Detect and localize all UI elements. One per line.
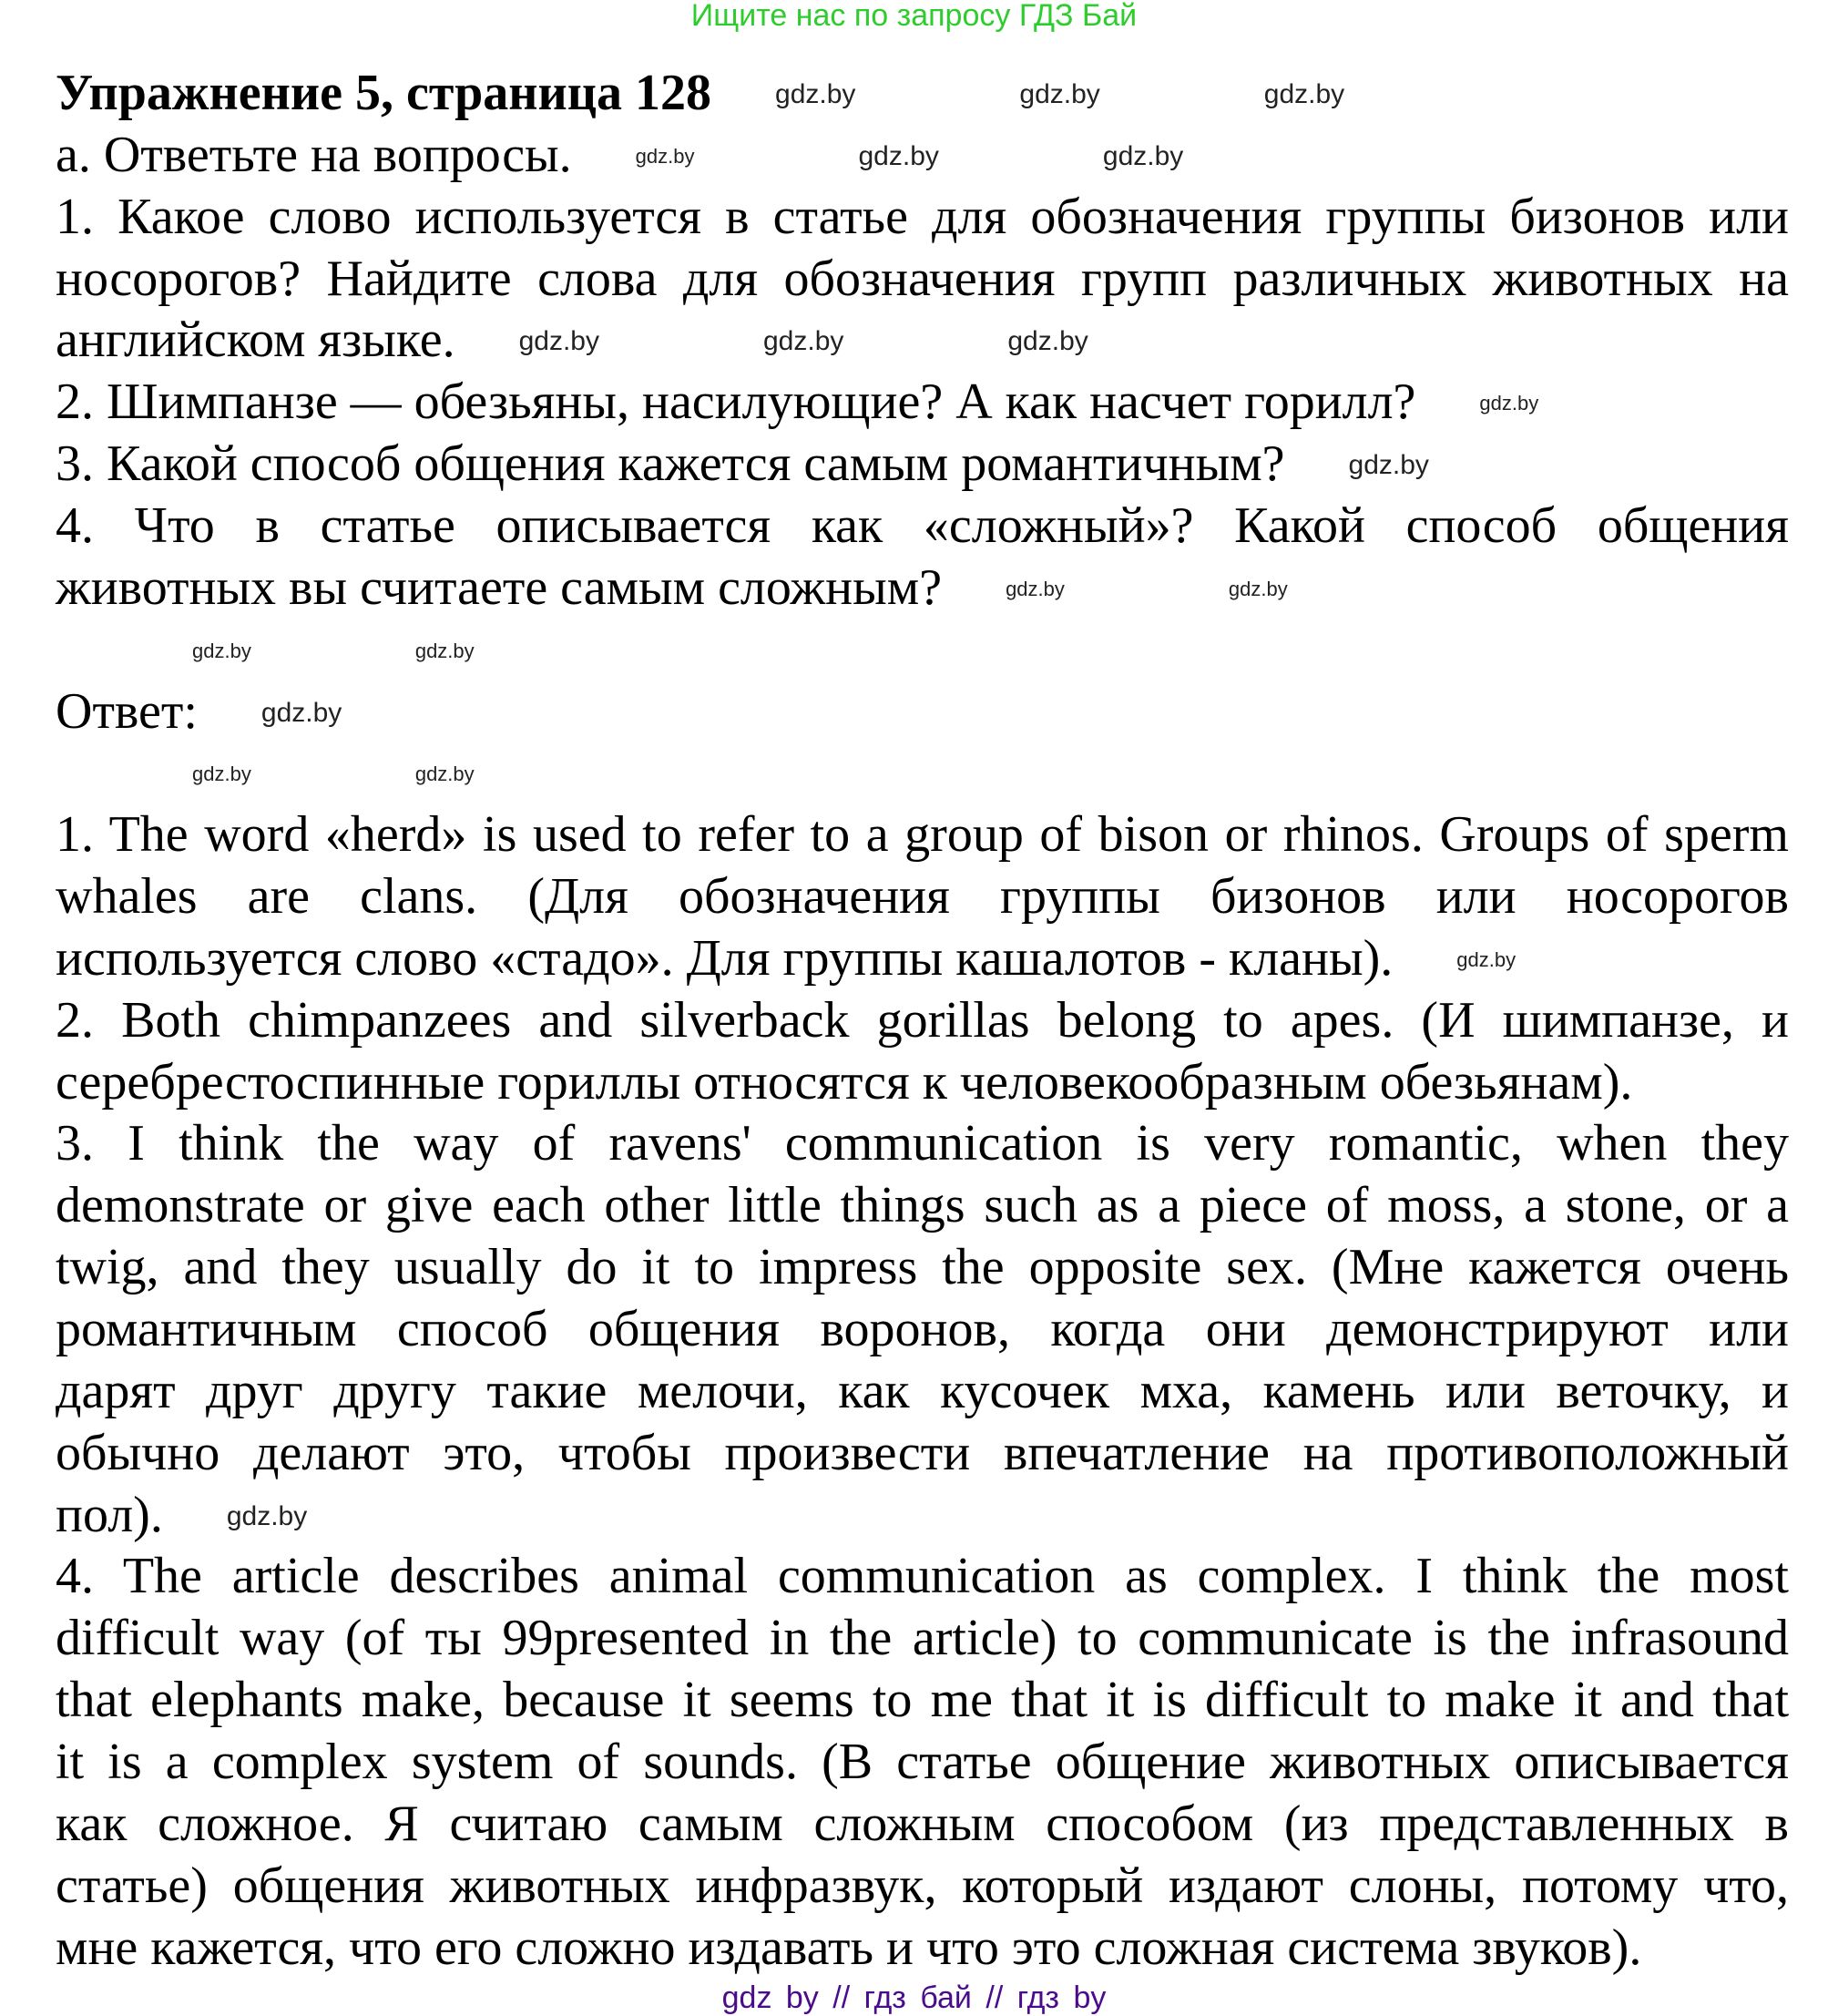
text-line: обычно делают это, чтобы произвести впечатление на противоположный: [56, 1424, 1789, 1481]
watermark: gdz.by: [762, 326, 844, 357]
text-line: а. Ответьте на вопросы.: [56, 126, 572, 183]
text-line: demonstrate or give each other little things such as a piece of moss, a stone, or a: [56, 1177, 1789, 1234]
watermark: gdz.by: [518, 326, 599, 357]
text-line: 3. I think the way of ravens' communication is very romantic, when they: [56, 1115, 1789, 1172]
watermark: gdz.by: [414, 639, 475, 662]
search-banner: Ищите нас по запросу ГДЗ Бай: [690, 0, 1138, 33]
watermark: gdz.by: [192, 762, 251, 786]
text-line: романтичным способ общения воронов, когда они демонстрируют или: [56, 1301, 1789, 1357]
watermark: gdz.by: [414, 762, 475, 786]
watermark: gdz.by: [1456, 947, 1517, 971]
text-line: серебрестоспинные гориллы относятся к человекообразным обезьянам).: [56, 1053, 1633, 1110]
watermark: gdz.by: [226, 1500, 308, 1531]
text-line: английском языке.: [56, 312, 455, 369]
text-line: it is a complex system of sounds. (В статье общение животных описывается: [56, 1733, 1789, 1790]
watermark: gdz.by: [1263, 79, 1345, 109]
text-line: that elephants make, because it seems to me that it is difficult to make it and that: [56, 1672, 1789, 1729]
text-line: как сложное. Я считаю самым сложным способом (из представленных в: [56, 1795, 1789, 1852]
watermark: gdz.by: [858, 140, 939, 171]
text-line: 2. Шимпанзе — обезьяны, насилующие? А как насчет горилл?: [56, 374, 1416, 431]
text-line: 1. Какое слово используется в статье для обозначения группы бизонов или: [56, 188, 1789, 245]
text-line: 4. The article describes animal communication as complex. I think the most: [56, 1548, 1789, 1605]
text-line: дарят друг другу такие мелочи, как кусочек мха, камень или веточку, и: [56, 1362, 1789, 1419]
watermark: gdz.by: [1007, 326, 1088, 357]
text-line: используется слово «стадо». Для группы кашалотов - кланы).: [56, 929, 1394, 987]
exercise-title: Упражнение 5, страница 128: [56, 65, 712, 121]
watermark: gdz.by: [635, 144, 695, 168]
text-line: 3. Какой способ общения кажется самым романтичным?: [56, 435, 1285, 493]
watermark: gdz.by: [1348, 450, 1429, 481]
text-line: 1. The word «herd» is used to refer to a group of bison or rhinos. Groups of sperm: [56, 806, 1789, 864]
text-line: 2. Both chimpanzees and silverback gorillas belong to apes. (И шимпанзе, и: [56, 991, 1789, 1049]
watermark: gdz.by: [775, 79, 856, 109]
text-line: статье) общения животных инфразвук, который издают слоны, потому что,: [56, 1857, 1789, 1914]
watermark: gdz.by: [260, 697, 342, 728]
watermark: gdz.by: [1019, 79, 1100, 109]
watermark: gdz.by: [1006, 577, 1065, 600]
footer-watermark: gdz by // гдз бай // гдз by: [721, 1980, 1107, 2015]
text-line: животных вы считаете самым сложным?: [56, 558, 943, 616]
watermark: gdz.by: [1479, 392, 1539, 415]
text-line: difficult way (of ты 99presented in the article) to communicate is the infrasound: [56, 1610, 1789, 1667]
text-line: мне кажется, что его сложно издавать и что это сложная система звуков).: [56, 1919, 1642, 1976]
text-line: 4. Что в статье описывается как «сложный»? Какой способ общения: [56, 496, 1789, 554]
text-line: Ответ:: [56, 682, 198, 740]
text-line: twig, and they usually do it to impress the opposite sex. (Мне кажется очень: [56, 1239, 1789, 1296]
text-line: whales are clans. (Для обозначения группы бизонов или носорогов: [56, 868, 1789, 926]
watermark: gdz.by: [192, 639, 251, 662]
watermark: gdz.by: [1228, 577, 1288, 600]
text-line: пол).: [56, 1486, 163, 1543]
watermark: gdz.by: [1102, 140, 1184, 171]
text-line: носорогов? Найдите слова для обозначения групп различных животных на: [56, 250, 1789, 307]
